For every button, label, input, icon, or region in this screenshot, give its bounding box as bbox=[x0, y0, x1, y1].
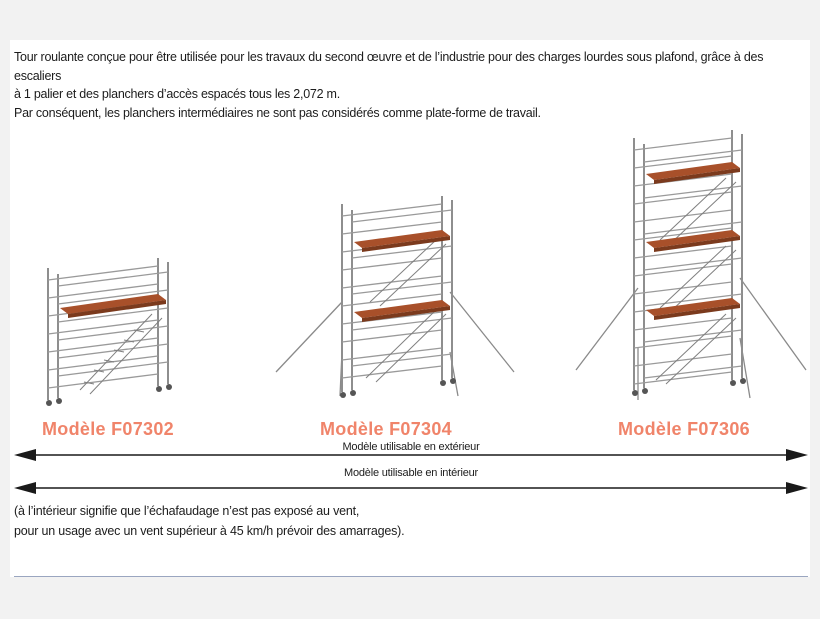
interior-usage-label: Modèle utilisable en intérieur bbox=[343, 467, 479, 479]
note-line-2: pour un usage avec un vent supérieur à 45 km/h prévoir des amarrages). bbox=[14, 524, 405, 538]
intro-line-1: Tour roulante conçue pour être utilisée pour les travaux du second œuvre et de l’industrie pour des charges lourdes sous plafond, grâce à des escaliers bbox=[14, 50, 764, 83]
note-line-1: (à l’intérieur signifie que l’échafaudage n’est pas exposé au vent, bbox=[14, 504, 360, 518]
intro-text bbox=[14, 48, 804, 122]
divider bbox=[14, 576, 808, 577]
exterior-usage-arrow bbox=[14, 441, 808, 465]
exterior-usage-label: Modèle utilisable en extérieur bbox=[342, 441, 480, 453]
double-arrow-icon bbox=[14, 478, 808, 498]
scaffold-tower-f07306-image bbox=[572, 118, 812, 408]
wind-note bbox=[14, 501, 794, 541]
model-label-f07302: Modèle F07302 bbox=[42, 419, 174, 439]
scaffold-tower-f07302-image bbox=[40, 250, 190, 410]
intro-line-3: Par conséquent, les planchers intermédiaires ne sont pas considérés comme plate-forme de travail. bbox=[14, 105, 541, 120]
model-label-f07306: Modèle F07306 bbox=[618, 419, 750, 439]
scaffold-tower-f07304-image bbox=[270, 182, 520, 412]
intro-line-2: à 1 palier et des planchers d’accès espacés tous les 2,072 m. bbox=[14, 87, 340, 101]
model-label-f07304: Modèle F07304 bbox=[320, 419, 452, 439]
interior-usage-arrow bbox=[14, 467, 808, 498]
